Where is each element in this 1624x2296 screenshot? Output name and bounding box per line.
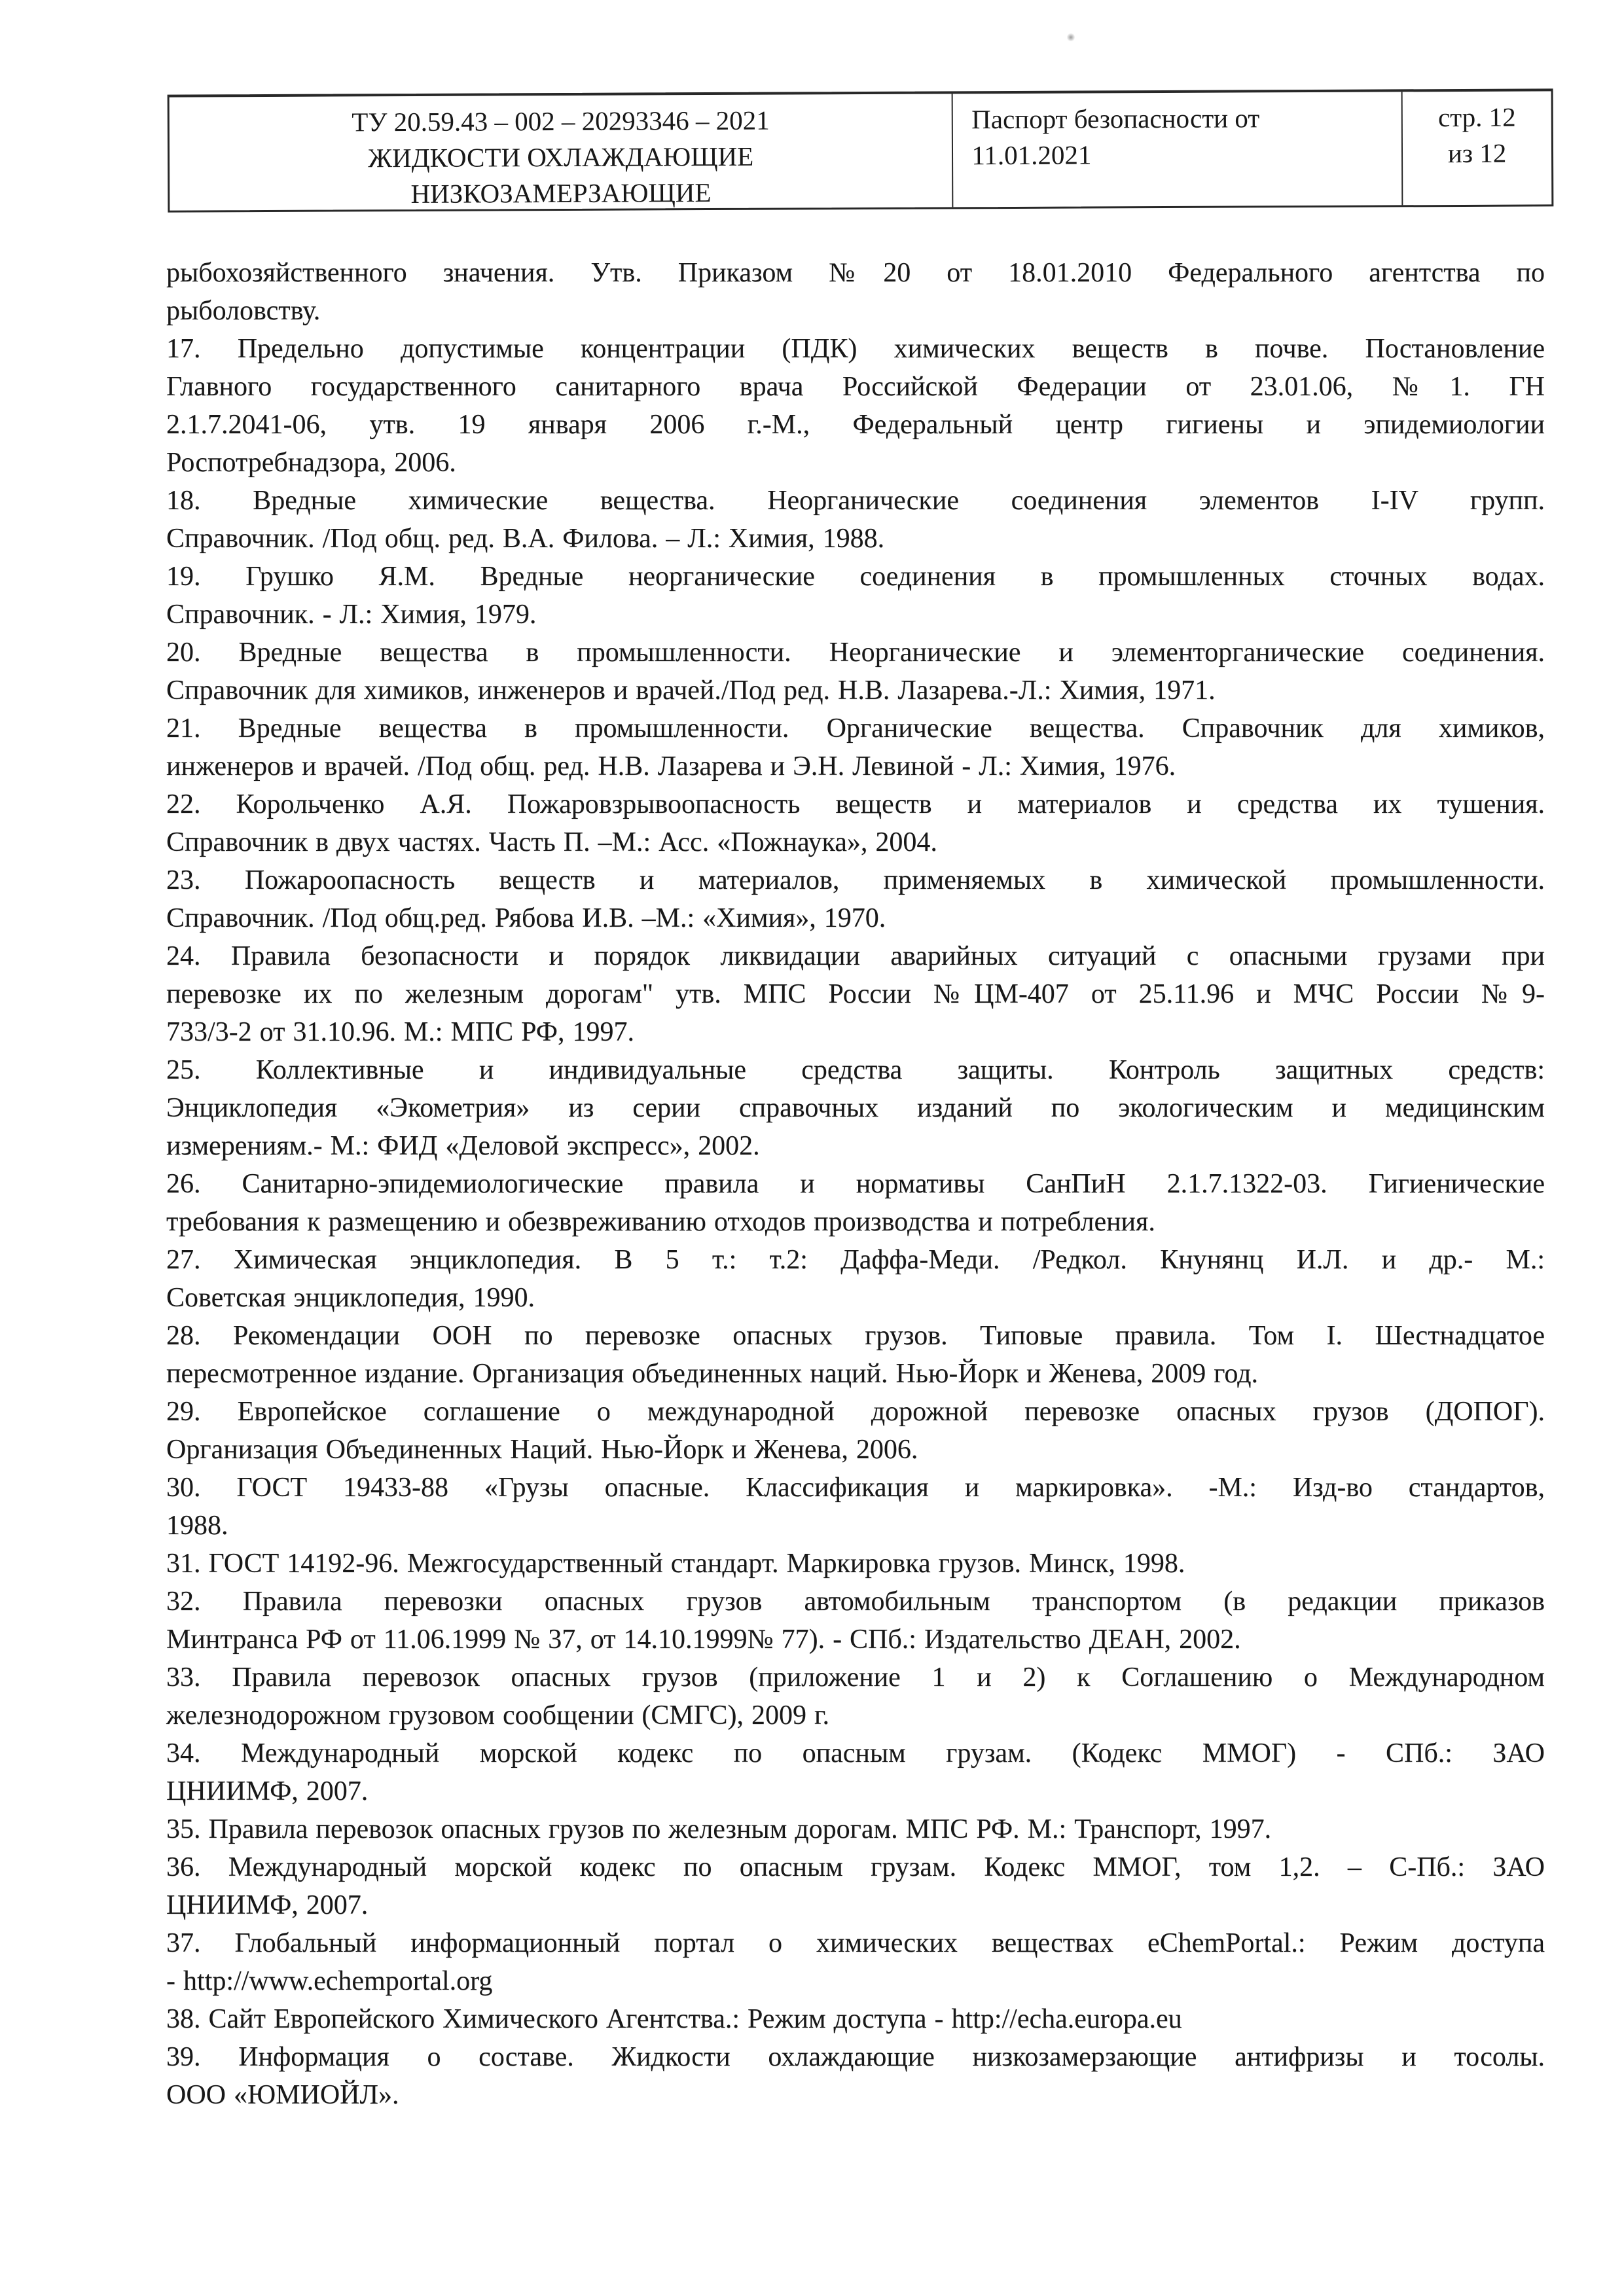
reference-line: требования к размещению и обезвреживанию отходов производства и потребления.	[166, 1207, 1155, 1237]
reference-line: Справочник. - Л.: Химия, 1979.	[166, 600, 537, 630]
reference-line: Организация Объединенных Наций. Нью-Йорк и Женева, 2006.	[166, 1435, 918, 1465]
reference-line: 35. Правила перевозок опасных грузов по железным дорогам. МПС РФ. М.: Транспорт, 1997.	[166, 1814, 1272, 1844]
reference-line: Справочник. /Под общ. ред. В.А. Филова. – Л.: Химия, 1988.	[166, 524, 885, 554]
header-passport-cell	[952, 92, 1401, 207]
reference-line: Справочник. /Под общ.ред. Рябова И.В. –М.: «Химия», 1970.	[166, 903, 886, 933]
reference-line: Справочник для химиков, инженеров и врачей./Под ред. Н.В. Лазарева.-Л.: Химия, 1971.	[166, 675, 1216, 706]
reference-line: 37. Глобальный информационный портал о химических веществах eChemPortal.: Режим доступа	[166, 1928, 1545, 1958]
passport-date: 11.01.2021	[971, 139, 1092, 171]
reference-line: 38. Сайт Европейского Химического Агентства.: Режим доступа - http://echa.europa.eu	[166, 2004, 1182, 2034]
reference-line: 24. Правила безопасности и порядок ликвидации аварийных ситуаций с опасными грузами при	[166, 941, 1545, 971]
page-number: стр. 12	[1437, 101, 1516, 133]
reference-line: железнодорожном грузовом сообщении (СМГС), 2009 г.	[166, 1700, 829, 1731]
reference-line: 29. Европейское соглашение о международной дорожной перевозке опасных грузов (ДОПОГ).	[166, 1397, 1545, 1427]
reference-line: Главного государственного санитарного врача Российской Федерации от 23.01.06, №1. ГН	[166, 372, 1545, 402]
reference-line: Справочник в двух частях. Часть П. –М.: Асс. «Пожнаука», 2004.	[166, 827, 937, 857]
reference-line: инженеров и врачей. /Под общ. ред. Н.В. Лазарева и Э.Н. Левиной - Л.: Химия, 1976.	[166, 751, 1176, 781]
reference-line: 21. Вредные вещества в промышленности. Органические вещества. Справочник для химиков,	[166, 713, 1545, 744]
reference-line: 733/3-2 от 31.10.96. М.: МПС РФ, 1997.	[166, 1017, 634, 1047]
reference-line: Роспотребнадзора, 2006.	[166, 448, 456, 478]
reference-line: 36. Международный морской кодекс по опасным грузам. Кодекс ММОГ, том 1,2. – С-Пб.: ЗАО	[166, 1852, 1545, 1882]
reference-line: 32. Правила перевозки опасных грузов автомобильным транспортом (в редакции приказов	[166, 1587, 1545, 1617]
reference-line: 25. Коллективные и индивидуальные средства защиты. Контроль защитных средств:	[166, 1055, 1545, 1085]
header-table	[168, 88, 1554, 212]
reference-line: ЦНИИМФ, 2007.	[166, 1776, 369, 1806]
reference-line: 27. Химическая энциклопедия. В 5 т.: т.2: Даффа-Меди. /Редкол. Кнунянц И.Л. и др.- М.:	[166, 1245, 1545, 1275]
passport-label: Паспорт безопасности от	[971, 103, 1260, 135]
scan-artifact	[1067, 33, 1075, 42]
reference-line: 30. ГОСТ 19433-88 «Грузы опасные. Классификация и маркировка». -М.: Изд-во стандартов,	[166, 1473, 1545, 1503]
reference-line: 20. Вредные вещества в промышленности. Неорганические и элементорганические соединения.	[166, 637, 1545, 668]
doc-title-line2: НИЗКОЗАМЕРЗАЮЩИЕ	[410, 177, 712, 209]
reference-line: 2.1.7.2041-06, утв. 19 января 2006 г.-М., Федеральный центр гигиены и эпидемиологии	[166, 410, 1545, 440]
reference-line: 39. Информация о составе. Жидкости охлаждающие низкозамерзающие антифризы и тосолы.	[166, 2042, 1545, 2072]
header-page-cell	[1401, 91, 1552, 205]
reference-line: Советская энциклопедия, 1990.	[166, 1283, 535, 1313]
reference-line: рыбохозяйственного значения. Утв. Приказом №20 от 18.01.2010 Федерального агентства по	[166, 258, 1545, 288]
reference-line: - http://www.echemportal.org	[166, 1966, 493, 1996]
doc-number: ТУ 20.59.43 – 002 – 20293346 – 2021	[352, 105, 770, 137]
reference-line: 26. Санитарно-эпидемиологические правила и нормативы СанПиН 2.1.7.1322-03. Гигиенические	[166, 1169, 1545, 1199]
reference-line: рыболовству.	[166, 296, 321, 326]
page-total: из 12	[1447, 137, 1507, 169]
reference-line: 17. Предельно допустимые концентрации (ПДК) химических веществ в почве. Постановление	[166, 334, 1545, 364]
reference-line: 19. Грушко Я.М. Вредные неорганические соединения в промышленных сточных водах.	[166, 562, 1545, 592]
doc-title-line1: ЖИДКОСТИ ОХЛАЖДАЮЩИЕ	[368, 141, 754, 173]
reference-line: ЦНИИМФ, 2007.	[166, 1890, 369, 1920]
reference-line: 28. Рекомендации ООН по перевозке опасных грузов. Типовые правила. Том I. Шестнадцатое	[166, 1321, 1545, 1351]
reference-line: Энциклопедия «Экометрия» из серии справочных изданий по экологическим и медицинским	[166, 1093, 1545, 1123]
header-doc-id-cell	[170, 94, 952, 210]
reference-line: ООО «ЮМИОЙЛ».	[166, 2080, 399, 2110]
reference-line: 18. Вредные химические вещества. Неорганические соединения элементов I-IV групп.	[166, 486, 1545, 516]
reference-line: 1988.	[166, 1511, 228, 1541]
reference-line: 33. Правила перевозок опасных грузов (приложение 1 и 2) к Соглашению о Международном	[166, 1662, 1545, 1693]
reference-line: 31. ГОСТ 14192-96. Межгосударственный стандарт. Маркировка грузов. Минск, 1998.	[166, 1549, 1185, 1579]
reference-line: пересмотренное издание. Организация объединенных наций. Нью-Йорк и Женева, 2009 год.	[166, 1359, 1259, 1389]
reference-line: Минтранса РФ от 11.06.1999 № 37, от 14.10.1999№ 77). - СПб.: Издательство ДЕАН, 2002.	[166, 1624, 1241, 1655]
reference-line: 22. Корольченко А.Я. Пожаровзрывоопасность веществ и материалов и средства их тушения.	[166, 789, 1545, 819]
reference-line: 34. Международный морской кодекс по опасным грузам. (Кодекс ММОГ) - СПб.: ЗАО	[166, 1738, 1545, 1768]
reference-line: 23. Пожароопасность веществ и материалов, применяемых в химической промышленности.	[166, 865, 1545, 895]
reference-line: измерениям.- М.: ФИД «Деловой экспресс», 2002.	[166, 1131, 760, 1161]
reference-line: перевозке их по железным дорогам" утв. МПС России №ЦМ-407 от 25.11.96 и МЧС России №9-	[166, 979, 1545, 1009]
references-list	[166, 254, 1545, 2114]
